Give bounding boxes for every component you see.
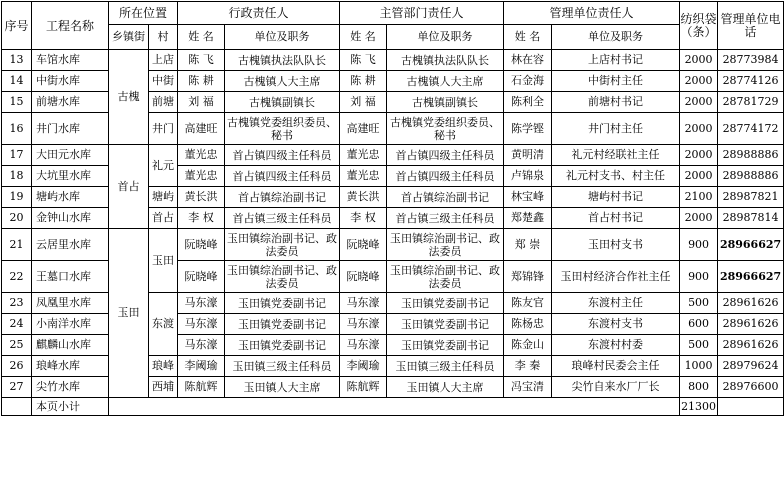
row-phone: 28987814 <box>718 208 784 229</box>
row-mgmt-name: 卢锦泉 <box>504 166 552 187</box>
row-seq: 13 <box>2 50 32 71</box>
row-admin-name: 高建旺 <box>178 113 225 145</box>
row-dept-name: 陈 飞 <box>340 50 387 71</box>
table-body <box>2 50 784 398</box>
table-row <box>2 145 784 166</box>
row-dept-name: 阮晓峰 <box>340 229 387 261</box>
row-village: 琅峰 <box>149 356 178 377</box>
row-mgmt-post: 礼元村经联社主任 <box>552 145 680 166</box>
row-dept-post: 首占镇三级主任科员 <box>387 208 504 229</box>
row-admin-post: 首占镇三级主任科员 <box>225 208 340 229</box>
table-row <box>2 229 784 261</box>
row-phone: 28773984 <box>718 50 784 71</box>
row-dept-name: 马东濠 <box>340 293 387 314</box>
row-project-name: 大田元水库 <box>32 145 109 166</box>
row-dept-post: 玉田镇党委副书记 <box>387 314 504 335</box>
row-mgmt-name: 林在容 <box>504 50 552 71</box>
row-bags: 2000 <box>680 113 718 145</box>
row-dept-post: 首占镇综治副书记 <box>387 187 504 208</box>
row-mgmt-name: 郑楚鑫 <box>504 208 552 229</box>
row-village: 东渡 <box>149 293 178 356</box>
row-bags: 2100 <box>680 187 718 208</box>
row-mgmt-post: 玉田村支书 <box>552 229 680 261</box>
header-phone: 管理单位电 话 <box>718 2 784 50</box>
row-phone: 28988886 <box>718 166 784 187</box>
header-dept-post: 单位及职务 <box>387 25 504 50</box>
row-project-name: 尖竹水库 <box>32 377 109 398</box>
row-project-name: 井门水库 <box>32 113 109 145</box>
row-admin-name: 董光忠 <box>178 145 225 166</box>
row-admin-post: 玉田镇人大主席 <box>225 377 340 398</box>
row-dept-post: 玉田镇综治副书记、政法委员 <box>387 229 504 261</box>
row-admin-name: 马东濠 <box>178 293 225 314</box>
row-project-name: 小南洋水库 <box>32 314 109 335</box>
row-admin-post: 玉田镇党委副书记 <box>225 293 340 314</box>
row-admin-name: 陈 飞 <box>178 50 225 71</box>
row-mgmt-name: 黄明清 <box>504 145 552 166</box>
row-admin-post: 玉田镇综治副书记、政法委员 <box>225 261 340 293</box>
row-admin-post: 玉田镇综治副书记、政法委员 <box>225 229 340 261</box>
row-dept-post: 古槐镇党委组织委员、秘书 <box>387 113 504 145</box>
row-project-name: 车馆水库 <box>32 50 109 71</box>
row-dept-post: 古槐镇人大主席 <box>387 71 504 92</box>
row-mgmt-post: 尖竹自来水厂厂长 <box>552 377 680 398</box>
row-bags: 500 <box>680 335 718 356</box>
row-project-name: 前塘水库 <box>32 92 109 113</box>
row-dept-post: 玉田镇综治副书记、政法委员 <box>387 261 504 293</box>
row-project-name: 大坑里水库 <box>32 166 109 187</box>
header-mgmt-name: 姓 名 <box>504 25 552 50</box>
row-admin-post: 古槐镇副镇长 <box>225 92 340 113</box>
row-dept-name: 阮晓峰 <box>340 261 387 293</box>
row-phone: 28988886 <box>718 145 784 166</box>
row-project-name: 中街水库 <box>32 71 109 92</box>
row-seq: 14 <box>2 71 32 92</box>
row-bags: 2000 <box>680 92 718 113</box>
row-seq: 18 <box>2 166 32 187</box>
row-phone: 28966627 <box>718 229 784 261</box>
row-mgmt-post: 井门村主任 <box>552 113 680 145</box>
row-seq: 16 <box>2 113 32 145</box>
footer-total-bags: 21300 <box>680 398 718 416</box>
row-village: 首占 <box>149 208 178 229</box>
table-row <box>2 50 784 71</box>
row-dept-post: 首占镇四级主任科员 <box>387 166 504 187</box>
row-dept-post: 古槐镇副镇长 <box>387 92 504 113</box>
footer-empty-cell <box>2 398 32 416</box>
row-admin-name: 董光忠 <box>178 166 225 187</box>
row-phone: 28976600 <box>718 377 784 398</box>
row-bags: 600 <box>680 314 718 335</box>
header-dept-responsible: 主管部门责任人 <box>340 2 504 25</box>
row-seq: 24 <box>2 314 32 335</box>
row-phone: 28966627 <box>718 261 784 293</box>
header-admin-post: 单位及职务 <box>225 25 340 50</box>
row-village: 井门 <box>149 113 178 145</box>
row-mgmt-post: 玉田村经济合作社主任 <box>552 261 680 293</box>
row-dept-post: 玉田镇人大主席 <box>387 377 504 398</box>
row-admin-name: 陈 耕 <box>178 71 225 92</box>
row-mgmt-name: 林宝峰 <box>504 187 552 208</box>
row-admin-post: 古槐镇人大主席 <box>225 71 340 92</box>
row-project-name: 麒麟山水库 <box>32 335 109 356</box>
row-dept-post: 首占镇四级主任科员 <box>387 145 504 166</box>
row-town: 古槐 <box>109 50 149 145</box>
row-dept-name: 马东濠 <box>340 314 387 335</box>
row-mgmt-post: 东渡村主任 <box>552 293 680 314</box>
row-village: 玉田 <box>149 229 178 293</box>
header-admin-name: 姓 名 <box>178 25 225 50</box>
row-seq: 17 <box>2 145 32 166</box>
row-project-name: 王墓口水库 <box>32 261 109 293</box>
row-dept-name: 刘 福 <box>340 92 387 113</box>
row-seq: 15 <box>2 92 32 113</box>
row-mgmt-post: 塘屿村书记 <box>552 187 680 208</box>
row-village: 前塘 <box>149 92 178 113</box>
row-town: 玉田 <box>109 229 149 398</box>
row-seq: 27 <box>2 377 32 398</box>
row-dept-name: 陈航辉 <box>340 377 387 398</box>
row-seq: 26 <box>2 356 32 377</box>
header-seq: 序号 <box>2 2 32 50</box>
row-bags: 2000 <box>680 71 718 92</box>
row-bags: 800 <box>680 377 718 398</box>
row-project-name: 金钟山水库 <box>32 208 109 229</box>
header-village: 村 <box>149 25 178 50</box>
row-seq: 22 <box>2 261 32 293</box>
row-dept-name: 李阈瑜 <box>340 356 387 377</box>
row-dept-post: 古槐镇执法队队长 <box>387 50 504 71</box>
row-mgmt-name: 陈金山 <box>504 335 552 356</box>
row-dept-name: 陈 耕 <box>340 71 387 92</box>
row-admin-post: 首占镇四级主任科员 <box>225 166 340 187</box>
row-admin-name: 李 权 <box>178 208 225 229</box>
row-bags: 900 <box>680 261 718 293</box>
row-mgmt-name: 陈友官 <box>504 293 552 314</box>
row-seq: 19 <box>2 187 32 208</box>
row-mgmt-name: 陈学铿 <box>504 113 552 145</box>
row-admin-post: 古槐镇党委组织委员、秘书 <box>225 113 340 145</box>
row-mgmt-name: 陈杨忠 <box>504 314 552 335</box>
header-town: 乡镇街 <box>109 25 149 50</box>
row-dept-name: 董光忠 <box>340 145 387 166</box>
row-project-name: 塘屿水库 <box>32 187 109 208</box>
row-dept-name: 马东濠 <box>340 335 387 356</box>
row-village: 礼元 <box>149 145 178 187</box>
header-project-name: 工程名称 <box>32 2 109 50</box>
row-phone: 28774126 <box>718 71 784 92</box>
row-dept-name: 李 权 <box>340 208 387 229</box>
header-admin-responsible: 行政责任人 <box>178 2 340 25</box>
row-mgmt-post: 东渡村支书 <box>552 314 680 335</box>
row-admin-post: 首占镇四级主任科员 <box>225 145 340 166</box>
row-mgmt-name: 郑 崇 <box>504 229 552 261</box>
row-phone: 28774172 <box>718 113 784 145</box>
row-mgmt-name: 李 秦 <box>504 356 552 377</box>
row-phone: 28961626 <box>718 335 784 356</box>
row-mgmt-post: 琅峰村民委会主任 <box>552 356 680 377</box>
row-mgmt-name: 冯宝清 <box>504 377 552 398</box>
row-admin-post: 玉田镇党委副书记 <box>225 335 340 356</box>
row-phone: 28961626 <box>718 293 784 314</box>
row-mgmt-name: 郑锦锋 <box>504 261 552 293</box>
row-dept-post: 玉田镇党委副书记 <box>387 335 504 356</box>
row-admin-name: 阮晓峰 <box>178 229 225 261</box>
row-admin-post: 古槐镇执法队队长 <box>225 50 340 71</box>
row-project-name: 凤凰里水库 <box>32 293 109 314</box>
row-admin-post: 玉田镇党委副书记 <box>225 314 340 335</box>
row-phone: 28961626 <box>718 314 784 335</box>
row-dept-name: 高建旺 <box>340 113 387 145</box>
row-village: 塘屿 <box>149 187 178 208</box>
row-admin-post: 首占镇综治副书记 <box>225 187 340 208</box>
row-bags: 2000 <box>680 208 718 229</box>
row-admin-name: 马东濠 <box>178 314 225 335</box>
row-admin-name: 阮晓峰 <box>178 261 225 293</box>
row-admin-name: 李阈瑜 <box>178 356 225 377</box>
row-admin-name: 陈航辉 <box>178 377 225 398</box>
row-admin-name: 马东濠 <box>178 335 225 356</box>
row-dept-name: 董光忠 <box>340 166 387 187</box>
row-phone: 28987821 <box>718 187 784 208</box>
row-bags: 500 <box>680 293 718 314</box>
row-dept-post: 玉田镇党委副书记 <box>387 293 504 314</box>
row-project-name: 云居里水库 <box>32 229 109 261</box>
row-mgmt-name: 陈利全 <box>504 92 552 113</box>
row-mgmt-name: 石金海 <box>504 71 552 92</box>
row-bags: 2000 <box>680 166 718 187</box>
header-bags: 纺织袋（条） <box>680 2 718 50</box>
row-bags: 2000 <box>680 145 718 166</box>
reservoir-responsibility-table <box>1 1 784 416</box>
row-admin-post: 玉田镇三级主任科员 <box>225 356 340 377</box>
row-bags: 2000 <box>680 50 718 71</box>
row-village: 西埔 <box>149 377 178 398</box>
footer-subtotal-label: 本页小计 <box>32 398 109 416</box>
row-seq: 25 <box>2 335 32 356</box>
row-phone: 28979624 <box>718 356 784 377</box>
row-project-name: 琅峰水库 <box>32 356 109 377</box>
header-location: 所在位置 <box>109 2 178 25</box>
row-bags: 900 <box>680 229 718 261</box>
row-seq: 20 <box>2 208 32 229</box>
row-mgmt-post: 东渡村村委 <box>552 335 680 356</box>
row-admin-name: 刘 福 <box>178 92 225 113</box>
row-mgmt-post: 上店村书记 <box>552 50 680 71</box>
row-seq: 23 <box>2 293 32 314</box>
row-mgmt-post: 前塘村书记 <box>552 92 680 113</box>
row-admin-name: 黄长洪 <box>178 187 225 208</box>
row-phone: 28781729 <box>718 92 784 113</box>
row-village: 中街 <box>149 71 178 92</box>
footer-phone-empty <box>718 398 784 416</box>
footer-spacer <box>109 398 680 416</box>
row-mgmt-post: 中街村主任 <box>552 71 680 92</box>
header-mgmt-post: 单位及职务 <box>552 25 680 50</box>
header-mgmt-responsible: 管理单位责任人 <box>504 2 680 25</box>
row-dept-post: 玉田镇三级主任科员 <box>387 356 504 377</box>
header-dept-name: 姓 名 <box>340 25 387 50</box>
row-bags: 1000 <box>680 356 718 377</box>
row-town: 首占 <box>109 145 149 229</box>
row-mgmt-post: 礼元村支书、村主任 <box>552 166 680 187</box>
row-mgmt-post: 首占村书记 <box>552 208 680 229</box>
row-dept-name: 黄长洪 <box>340 187 387 208</box>
row-village: 上店 <box>149 50 178 71</box>
row-seq: 21 <box>2 229 32 261</box>
